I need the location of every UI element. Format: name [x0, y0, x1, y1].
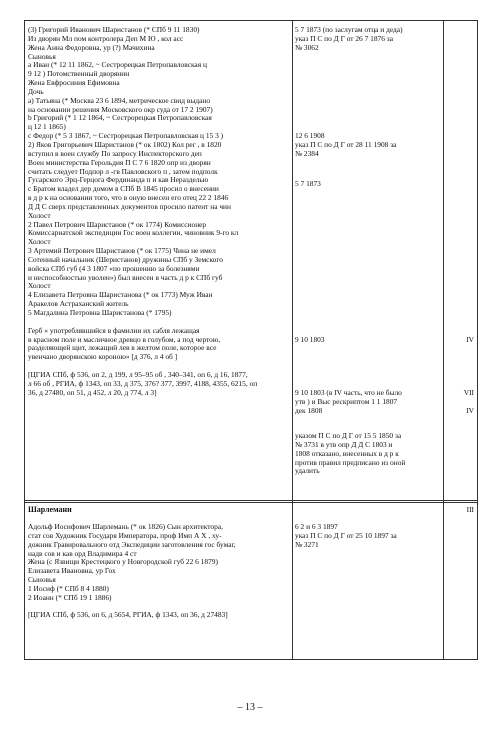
text-line: 4 Елизавета Петровна Шаристанова (* ок 1773) Муж Иван	[28, 290, 213, 300]
page-number: – 13 –	[237, 702, 263, 713]
register-part: IV	[466, 406, 474, 415]
text-line: [ЦГИА СПб, ф 536, оп 6, д 5654, РГИА, ф 1343, оп 36, д 27483]	[28, 610, 228, 620]
text-line: b Григорий (* 1 12 1864, ~ Сестрорецкая Петропавловская	[28, 113, 212, 123]
text-line: разделяющей щит, лежащий лев в желтом поле, которое все	[28, 343, 217, 353]
decision-block: 9 10 1803 (в IV часть, что не было утв ) и Выс рескриптом 1 1 1807 дек 1808	[295, 388, 402, 415]
text-line: 9 12 ) Потомственный дворянин	[28, 69, 130, 79]
text-line: Жена Анна Федоровна, ур (?) Мачихина	[28, 42, 155, 52]
text-line: дожник Гравировального отд Экспедиции заготовления гос бумаг,	[28, 539, 236, 549]
text-line: в красном поле и масличное древцо в голубом, а под чертою,	[28, 334, 221, 344]
text-line: 36, д 27480, оп 51, д 452, л 20, д 774, л 3]	[28, 387, 157, 397]
register-part: IV	[466, 335, 474, 344]
text-line: 5 Магдалина Петровна Шаристанова (* 1795)	[28, 308, 172, 317]
text-line: Д Д С сверх представленных документов просило патент на чин	[28, 201, 231, 211]
text-line: Холост	[28, 210, 51, 220]
decision-block: 6 2 и 6 3 1897 указ П С по Д Г от 25 10 1897 за № 3271	[295, 522, 397, 549]
register-part: VII	[463, 388, 474, 397]
text-line: войска СПб губ (4 3 1807 «по прошению за болезнями	[28, 263, 200, 273]
text-line: 1 Иосиф (* СПб 8 4 1880)	[28, 583, 109, 593]
decision-block: 5 7 1873 (по заслугам отца и деда) указ П С по Д Г от 26 7 1876 за № 3062	[295, 25, 403, 52]
text-line: Аракелов Астраханский житель	[28, 299, 129, 309]
text-line: Герб « употреблявшийся в фамилии их сабля лежащая	[28, 325, 200, 335]
text-line: считать следует Подпор л -гв Павловского п , затем подполк	[28, 166, 218, 176]
text-line: Холост	[28, 237, 51, 247]
text-line: Сыновья	[28, 575, 56, 585]
text-line: стат сов Художник Государя Императора, проф Имп А Х , ху-	[28, 530, 222, 540]
text-line: Жена (с Язвищи Крестецкого у Новгородской губ 22 6 1879)	[28, 557, 218, 567]
decision-block: 9 10 1803	[295, 335, 325, 344]
text-line: 2 Павел Петрович Шаристанов (* ок 1774) Комиссионер	[28, 219, 207, 229]
text-line: Холост	[28, 281, 51, 291]
text-line: Комиссариатской экспедиции Гос воен коллегии, чиновник 9-го кл	[28, 228, 239, 238]
text-line: Из дворян Мл пом контролера Деп М Ю , кол асс	[28, 33, 184, 43]
text-line: Гусарского Эрц-Герцога Фердинанда п и кав Неразделью	[28, 175, 209, 185]
entry-sharlemani-text	[28, 523, 290, 620]
text-line: с Братом владел дер домом в СПб В 1845 просил о внесении	[28, 184, 219, 194]
text-line: а) Татьяна (* Москва 23 6 1894, метрическое свид выдано	[28, 95, 211, 105]
column-divider	[292, 21, 293, 659]
text-line: 2) Яков Григорьевич Шаристанов (* ок 1802) Кол рег , в 1820	[28, 139, 222, 149]
register-part: III	[466, 505, 474, 514]
text-line: 2 Иоанн (* СПб 19 1 1886)	[28, 592, 112, 602]
text-line: 3 Артемий Петрович Шаристанов (* ок 1775) Чина не имел	[28, 246, 216, 256]
text-line: ц 12 1 1865)	[28, 122, 66, 132]
text-line: надв сов и кав орд Владимира 4 ст	[28, 548, 137, 558]
text-line: вступил в воен службу По запросу Инспекторского деп	[28, 148, 202, 158]
decision-block: 12 6 1908 указ П С по Д Г от 28 11 1908 за № 2384	[295, 131, 397, 158]
entry-sharistanov-text	[28, 26, 290, 397]
text-line: Сыновья	[28, 51, 56, 61]
text-line: на основании решения Московского окр суда от 17 2 1907)	[28, 104, 213, 114]
genealogy-table	[24, 20, 478, 660]
decision-block: 5 7 1873	[295, 179, 321, 188]
text-line: а Иван (* 12 11 1862, ~ Сестрорецкая Петропавловская ц	[28, 60, 207, 70]
text-line: Елизавета Ивановна, ур Гох	[28, 566, 116, 576]
text-line: в д р к на основании того, что в оную внесен его отец 22 2 1846	[28, 193, 229, 203]
text-line: c Федор (* 5 3 1867, ~ Сестрорецкая Петропавловская ц 15 3 )	[28, 131, 224, 141]
section-title: Шарлемани	[28, 505, 72, 514]
text-line: Воен министерства Герольдия П С 7 6 1820 опр из дворян	[28, 157, 211, 167]
text-line: Дочь	[28, 86, 44, 96]
decision-block: указом П С по Д Г от 15 5 1850 за № 3731 в утв опр Д Д С 1803 и 1808 отказано, внесенных в д р к против правил предписано из оной удалить	[295, 431, 406, 476]
text-line: (3) Григорий Иванович Шаристанов (* СПб 9 11 1830)	[28, 25, 200, 34]
text-line: и неспособностью уволен») был внесен в часть д р к СПб губ	[28, 272, 223, 282]
text-line: увенчано дворянскою короною» [д 376, л 4 об ]	[28, 352, 178, 362]
section-divider	[25, 500, 477, 503]
text-line: л 66 об , РГИА, ф 1343, оп 33, д 375, 376? 377, 3997, 4188, 4355, 6215, оп	[28, 378, 258, 388]
text-line: Жена Евфросиния Ефимовна	[28, 78, 120, 88]
text-line: Адольф Иосифович Шарлемань (* ок 1826) Сын архитектора,	[28, 522, 223, 531]
text-line: [ЦГИА СПб, ф 536, оп 2, д 199, л 95–95 об , 340–341, оп 6, д 16, 1877,	[28, 369, 248, 379]
text-line: Сотенный начальник (Шеристанов) дружины СПб у Земского	[28, 254, 223, 264]
